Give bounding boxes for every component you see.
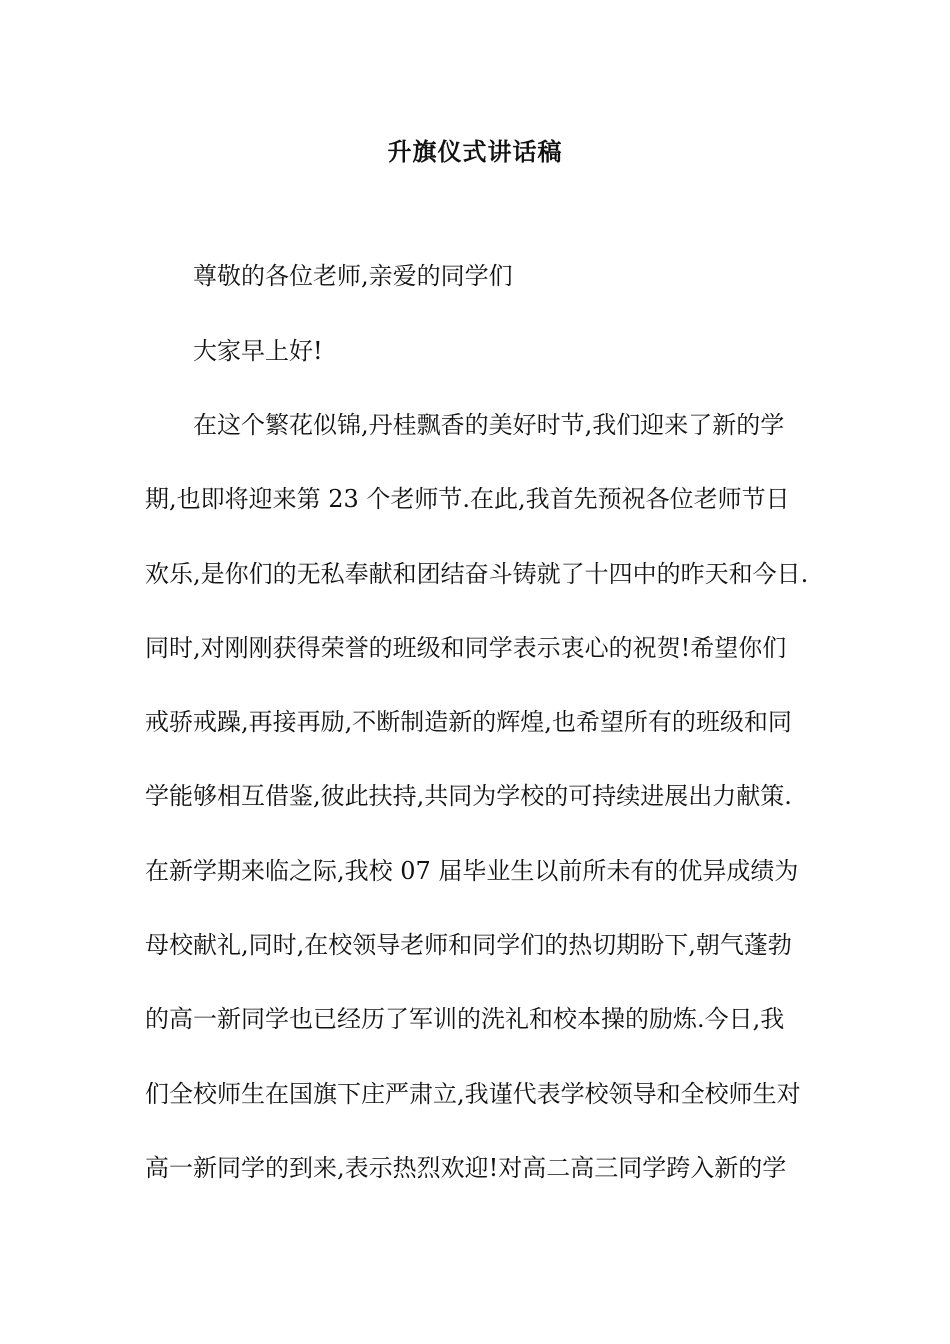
body-line: 在这个繁花似锦,丹桂飘香的美好时节,我们迎来了新的学 [193,411,785,439]
document-title: 升旗仪式讲话稿 [387,137,563,166]
body-line: 同时,对刚刚获得荣誉的班级和同学表示衷心的祝贺!希望你们 [145,633,787,662]
body-line: 戒骄戒躁,再接再励,不断制造新的辉煌,也希望所有的班级和同 [145,708,792,737]
body-line: 的高一新同学也已经历了军训的洗礼和校本操的励炼.今日,我 [145,1005,785,1034]
body-paragraph [145,405,815,1222]
body-line: 期,也即将迎来第 23 个老师节.在此,我首先预祝各位老师节日 [145,485,790,514]
body-line: 高一新同学的到来,表示热烈欢迎!对高二高三同学跨入新的学 [145,1153,787,1182]
greeting-text: 大家早上好! [193,337,323,365]
body-line: 学能够相互借鉴,彼此扶持,共同为学校的可持续进展出力献策. [145,782,792,811]
body-line: 母校献礼,同时,在校领导老师和同学们的热切期盼下,朝气蓬勃 [145,931,792,960]
body-line: 们全校师生在国旗下庄严肃立,我谨代表学校领导和全校师生对 [145,1079,801,1108]
salutation-text: 尊敬的各位老师,亲爱的同学们 [193,262,513,290]
body-line: 欢乐,是你们的无私奉献和团结奋斗铸就了十四中的昨天和今日. [145,559,809,588]
body-line: 在新学期来临之际,我校 07 届毕业生以前所未有的优异成绩为 [145,856,799,885]
